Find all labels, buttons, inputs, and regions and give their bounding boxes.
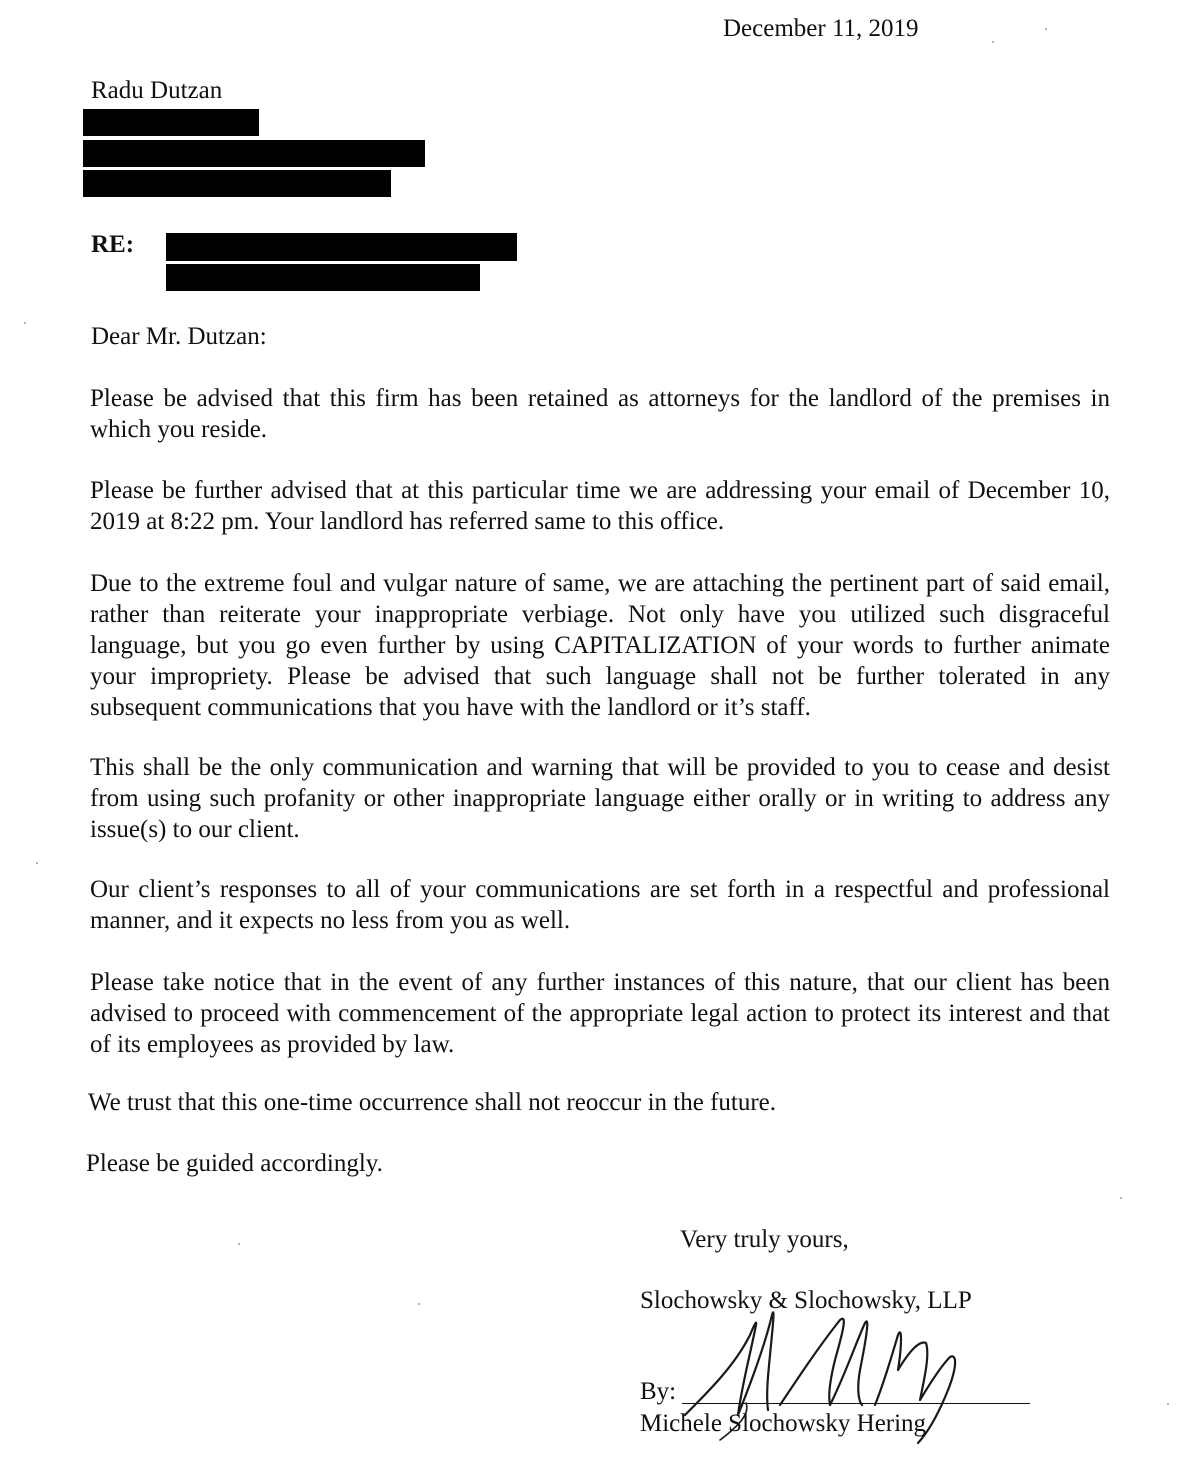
scan-speck [24,322,26,324]
scan-speck [1120,1197,1122,1199]
signer-name: Michele Slochowsky Hering [640,1410,927,1437]
body-paragraph-7: We trust that this one-time occurrence shall not reoccur in the future. [88,1089,777,1116]
salutation: Dear Mr. Dutzan: [91,323,267,350]
body-paragraph-5: Our client’s responses to all of your communications are set forth in a respectful and professional manner, and it expects no less from you as well. [90,876,1110,934]
redacted-address-line-3 [83,170,391,197]
body-paragraph-3: Due to the extreme foul and vulgar nature of same, we are attaching the pertinent part of said email, rather than reiterate your inappropriate verbiage. Not only have you utilized such disgraceful language, but you go even further by using CAPITALIZATION of your words to further animate your impropriety. Please be advised that such language shall not be further tolerated in any subsequent communications that you have with the landlord or it’s staff. [90,570,1110,721]
firm-name: Slochowsky & Slochowsky, LLP [640,1287,972,1314]
scan-speck [1045,28,1047,30]
re-label: RE: [91,231,135,258]
body-paragraph-8: Please be guided accordingly. [86,1150,383,1177]
recipient-name: Radu Dutzan [91,77,223,104]
closing: Very truly yours, [680,1226,849,1253]
scan-speck [992,41,994,43]
scan-speck [36,862,38,864]
scan-speck [238,1243,240,1245]
body-paragraph-1: Please be advised that this firm has been retained as attorneys for the landlord of the premises in which you reside. [90,385,1110,443]
handwritten-signature [680,1295,1000,1445]
by-label: By: [640,1378,677,1405]
redacted-re-line-2 [166,264,480,291]
body-paragraph-4: This shall be the only communication and warning that will be provided to you to cease and desist from using such profanity or other inappropriate language either orally or in writing to address any issue(s) to our client. [90,754,1110,843]
redacted-address-line-1 [83,109,259,136]
scan-speck [418,1303,420,1305]
redacted-re-line-1 [166,233,517,261]
redacted-address-line-2 [83,140,425,167]
body-paragraph-2: Please be further advised that at this particular time we are addressing your email of December 10, 2019 at 8:22 pm. Your landlord has referred same to this office. [90,477,1110,535]
letter-date: December 11, 2019 [723,15,919,42]
scan-speck [1167,1403,1169,1405]
body-paragraph-6: Please take notice that in the event of any further instances of this nature, that our client has been advised to proceed with commencement of the appropriate legal action to protect its interest and that of its employees as provided by law. [90,969,1110,1058]
